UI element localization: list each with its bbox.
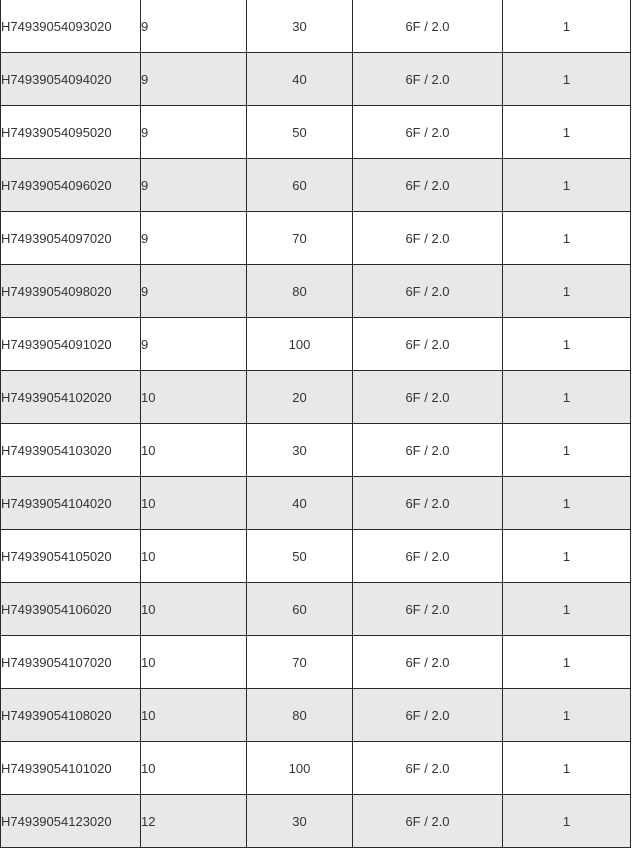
cell-quantity: 1	[503, 530, 631, 583]
cell-quantity: 1	[503, 265, 631, 318]
cell-size: 9	[141, 265, 247, 318]
table-row	[1, 212, 631, 265]
cell-size: 10	[141, 689, 247, 742]
cell-product-code: H74939054094020	[1, 53, 141, 106]
cell-quantity: 1	[503, 106, 631, 159]
cell-size: 10	[141, 742, 247, 795]
cell-spec: 6F / 2.0	[353, 477, 503, 530]
cell-spec: 6F / 2.0	[353, 795, 503, 848]
cell-quantity: 1	[503, 477, 631, 530]
cell-product-code: H74939054105020	[1, 530, 141, 583]
table-row	[1, 636, 631, 689]
cell-quantity: 1	[503, 795, 631, 848]
cell-spec: 6F / 2.0	[353, 318, 503, 371]
cell-size: 10	[141, 424, 247, 477]
cell-length: 40	[247, 53, 353, 106]
cell-length: 60	[247, 583, 353, 636]
cell-size: 9	[141, 318, 247, 371]
table-row	[1, 371, 631, 424]
cell-spec: 6F / 2.0	[353, 106, 503, 159]
cell-product-code: H74939054097020	[1, 212, 141, 265]
cell-size: 10	[141, 477, 247, 530]
table-row	[1, 583, 631, 636]
cell-quantity: 1	[503, 159, 631, 212]
cell-quantity: 1	[503, 636, 631, 689]
cell-quantity: 1	[503, 583, 631, 636]
cell-size: 9	[141, 53, 247, 106]
cell-spec: 6F / 2.0	[353, 159, 503, 212]
cell-length: 100	[247, 318, 353, 371]
cell-size: 12	[141, 795, 247, 848]
cell-quantity: 1	[503, 318, 631, 371]
table-row	[1, 477, 631, 530]
cell-size: 10	[141, 371, 247, 424]
cell-length: 70	[247, 636, 353, 689]
cell-spec: 6F / 2.0	[353, 371, 503, 424]
cell-spec: 6F / 2.0	[353, 742, 503, 795]
cell-spec: 6F / 2.0	[353, 265, 503, 318]
cell-quantity: 1	[503, 742, 631, 795]
cell-product-code: H74939054108020	[1, 689, 141, 742]
cell-size: 9	[141, 159, 247, 212]
cell-spec: 6F / 2.0	[353, 530, 503, 583]
cell-product-code: H74939054098020	[1, 265, 141, 318]
table-row	[1, 0, 631, 53]
cell-length: 50	[247, 530, 353, 583]
cell-length: 80	[247, 265, 353, 318]
table-row	[1, 318, 631, 371]
cell-size: 10	[141, 583, 247, 636]
cell-length: 30	[247, 0, 353, 53]
table-row	[1, 742, 631, 795]
cell-length: 50	[247, 106, 353, 159]
cell-size: 10	[141, 530, 247, 583]
cell-quantity: 1	[503, 424, 631, 477]
cell-product-code: H74939054091020	[1, 318, 141, 371]
table-row	[1, 530, 631, 583]
cell-product-code: H74939054095020	[1, 106, 141, 159]
cell-quantity: 1	[503, 212, 631, 265]
cell-product-code: H74939054123020	[1, 795, 141, 848]
cell-length: 70	[247, 212, 353, 265]
cell-length: 40	[247, 477, 353, 530]
cell-length: 100	[247, 742, 353, 795]
cell-spec: 6F / 2.0	[353, 689, 503, 742]
cell-spec: 6F / 2.0	[353, 636, 503, 689]
table-row	[1, 689, 631, 742]
cell-length: 30	[247, 795, 353, 848]
cell-length: 30	[247, 424, 353, 477]
cell-product-code: H74939054093020	[1, 0, 141, 53]
table-row	[1, 106, 631, 159]
cell-product-code: H74939054096020	[1, 159, 141, 212]
cell-product-code: H74939054106020	[1, 583, 141, 636]
cell-quantity: 1	[503, 53, 631, 106]
cell-spec: 6F / 2.0	[353, 583, 503, 636]
table-row	[1, 265, 631, 318]
table-row	[1, 424, 631, 477]
cell-quantity: 1	[503, 371, 631, 424]
cell-length: 60	[247, 159, 353, 212]
cell-spec: 6F / 2.0	[353, 212, 503, 265]
cell-spec: 6F / 2.0	[353, 424, 503, 477]
cell-product-code: H74939054103020	[1, 424, 141, 477]
cell-quantity: 1	[503, 0, 631, 53]
cell-size: 9	[141, 106, 247, 159]
cell-length: 20	[247, 371, 353, 424]
table-row	[1, 795, 631, 848]
product-table-body	[1, 0, 631, 848]
cell-size: 9	[141, 0, 247, 53]
cell-quantity: 1	[503, 689, 631, 742]
table-row	[1, 53, 631, 106]
cell-size: 10	[141, 636, 247, 689]
cell-product-code: H74939054102020	[1, 371, 141, 424]
cell-length: 80	[247, 689, 353, 742]
cell-spec: 6F / 2.0	[353, 53, 503, 106]
cell-product-code: H74939054101020	[1, 742, 141, 795]
cell-size: 9	[141, 212, 247, 265]
cell-product-code: H74939054107020	[1, 636, 141, 689]
cell-product-code: H74939054104020	[1, 477, 141, 530]
table-row	[1, 159, 631, 212]
cell-spec: 6F / 2.0	[353, 0, 503, 53]
